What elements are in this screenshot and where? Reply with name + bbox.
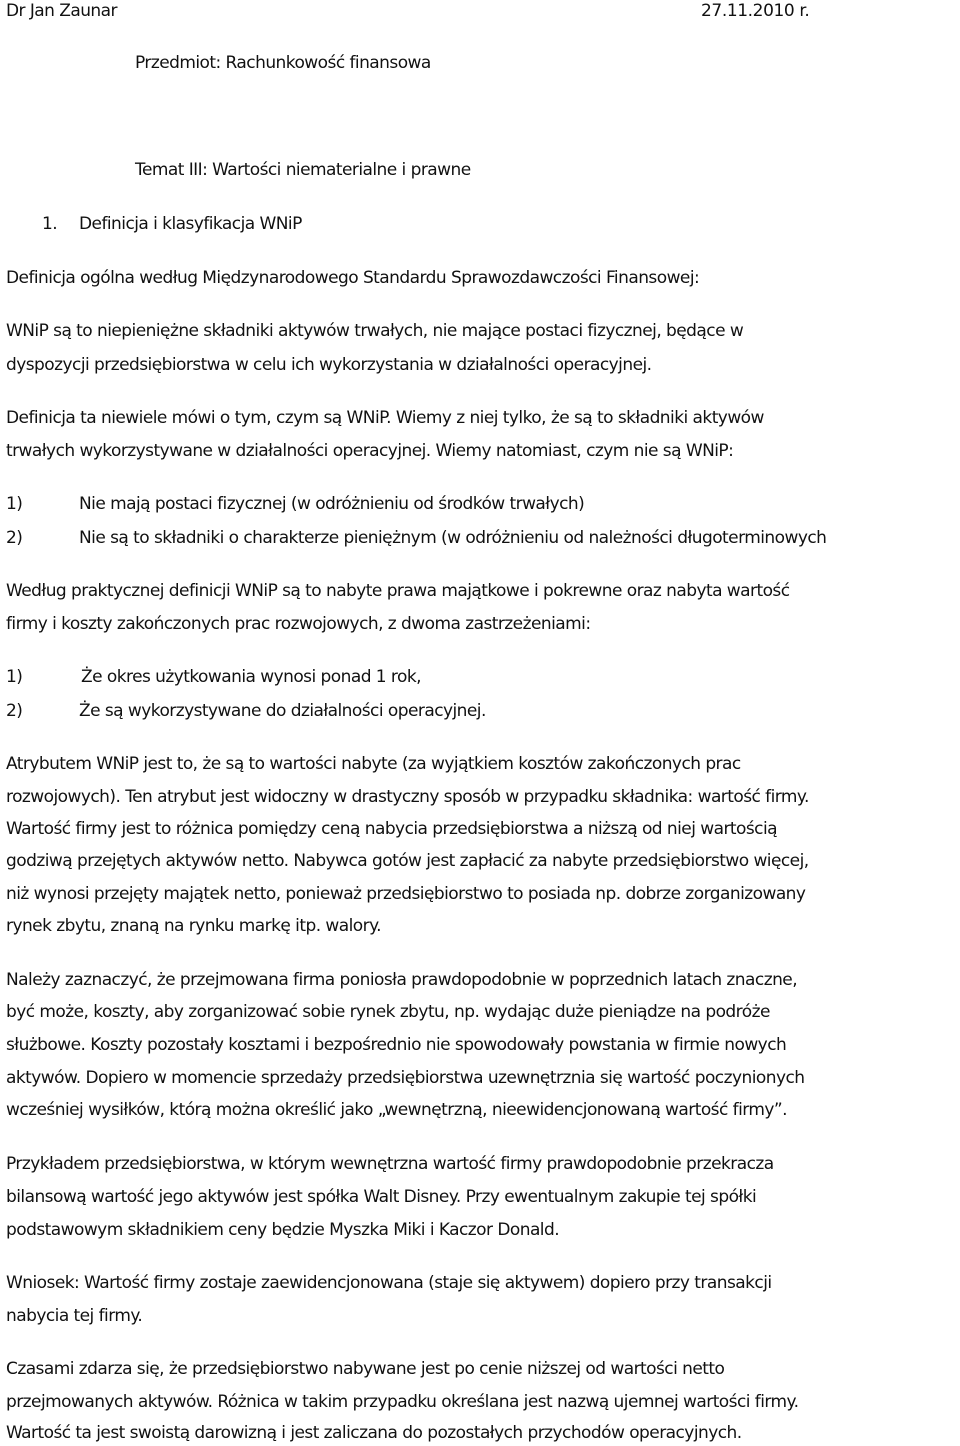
note-line: aktywów. Dopiero w momencie sprzedaży przedsiębiorstwa uzewnętrznia się wartość poczynionych bbox=[6, 1068, 805, 1088]
reservation-text: Że okres użytkowania wynosi ponad 1 rok, bbox=[81, 667, 421, 687]
reservation-text: Że są wykorzystywane do działalności operacyjnej. bbox=[79, 701, 486, 721]
list-item-text: Nie mają postaci fizycznej (w odróżnieniu od środków trwałych) bbox=[79, 494, 585, 514]
author-name: Dr Jan Zaunar bbox=[6, 1, 117, 21]
practical-line: Według praktycznej definicji WNiP są to nabyte prawa majątkowe i pokrewne oraz nabyta wartość bbox=[6, 581, 790, 601]
negative-goodwill-line: Czasami zdarza się, że przedsiębiorstwo nabywane jest po cenie niższej od wartości netto bbox=[6, 1359, 725, 1379]
reservation-number: 1) bbox=[6, 667, 23, 687]
comment-line: Definicja ta niewiele mówi o tym, czym są WNiP. Wiemy z niej tylko, że są to składniki aktywów bbox=[6, 408, 764, 428]
list-item-number: 2) bbox=[6, 528, 23, 548]
attribute-line: rynek zbytu, znaną na rynku markę itp. walory. bbox=[6, 916, 382, 936]
section-number: 1. bbox=[42, 214, 58, 234]
practical-line: firmy i koszty zakończonych prac rozwojowych, z dwoma zastrzeżeniami: bbox=[6, 614, 591, 634]
reservation-number: 2) bbox=[6, 701, 23, 721]
attribute-line: niż wynosi przejęty majątek netto, ponieważ przedsiębiorstwo to posiada np. dobrze zorganizowany bbox=[6, 884, 806, 904]
negative-goodwill-line: przejmowanych aktywów. Różnica w takim przypadku określana jest nazwą ujemnej wartości firmy. bbox=[6, 1392, 799, 1412]
subject-line: Przedmiot: Rachunkowość finansowa bbox=[135, 53, 431, 73]
example-line: podstawowym składnikiem ceny będzie Myszka Miki i Kaczor Donald. bbox=[6, 1220, 560, 1240]
example-line: bilansową wartość jego aktywów jest spółka Walt Disney. Przy ewentualnym zakupie tej spółki bbox=[6, 1187, 757, 1207]
document-date: 27.11.2010 r. bbox=[701, 1, 810, 21]
note-line: być może, koszty, aby zorganizować sobie rynek zbytu, np. wydając duże pieniądze na podróże bbox=[6, 1002, 770, 1022]
comment-line: trwałych wykorzystywane w działalności operacyjnej. Wiemy natomiast, czym nie są WNiP: bbox=[6, 441, 734, 461]
example-line: Przykładem przedsiębiorstwa, w którym wewnętrzna wartość firmy prawdopodobnie przekracza bbox=[6, 1154, 774, 1174]
definition-intro: Definicja ogólna według Międzynarodowego Standardu Sprawozdawczości Finansowej: bbox=[6, 268, 700, 288]
attribute-line: godziwą przejętych aktywów netto. Nabywca gotów jest zapłacić za nabyte przedsiębiorstwo więcej, bbox=[6, 851, 809, 871]
negative-goodwill-line: Wartość ta jest swoistą darowizną i jest zaliczana do pozostałych przychodów operacyjnych. bbox=[6, 1423, 742, 1443]
section-title: Definicja i klasyfikacja WNiP bbox=[79, 214, 302, 234]
topic-line: Temat III: Wartości niematerialne i prawne bbox=[135, 160, 471, 180]
attribute-line: rozwojowych). Ten atrybut jest widoczny w drastyczny sposób w przypadku składnika: wartość firmy. bbox=[6, 787, 809, 807]
definition-line: WNiP są to niepieniężne składniki aktywów trwałych, nie mające postaci fizycznej, będące w bbox=[6, 321, 744, 341]
definition-line: dyspozycji przedsiębiorstwa w celu ich wykorzystania w działalności operacyjnej. bbox=[6, 355, 652, 375]
attribute-line: Atrybutem WNiP jest to, że są to wartości nabyte (za wyjątkiem kosztów zakończonych prac bbox=[6, 754, 741, 774]
attribute-line: Wartość firmy jest to różnica pomiędzy ceną nabycia przedsiębiorstwa a niższą od niej wartością bbox=[6, 819, 777, 839]
list-item-text: Nie są to składniki o charakterze pieniężnym (w odróżnieniu od należności długoterminowych bbox=[79, 528, 827, 548]
note-line: służbowe. Koszty pozostały kosztami i bezpośrednio nie spowodowały powstania w firmie nowych bbox=[6, 1035, 787, 1055]
conclusion-line: Wniosek: Wartość firmy zostaje zaewidencjonowana (staje się aktywem) dopiero przy transakcji bbox=[6, 1273, 772, 1293]
note-line: wcześniej wysiłków, którą można określić jako „wewnętrzną, nieewidencjonowaną wartość firmy”. bbox=[6, 1100, 788, 1120]
list-item-number: 1) bbox=[6, 494, 23, 514]
conclusion-line: nabycia tej firmy. bbox=[6, 1306, 143, 1326]
note-line: Należy zaznaczyć, że przejmowana firma poniosła prawdopodobnie w poprzednich latach znaczne, bbox=[6, 970, 798, 990]
